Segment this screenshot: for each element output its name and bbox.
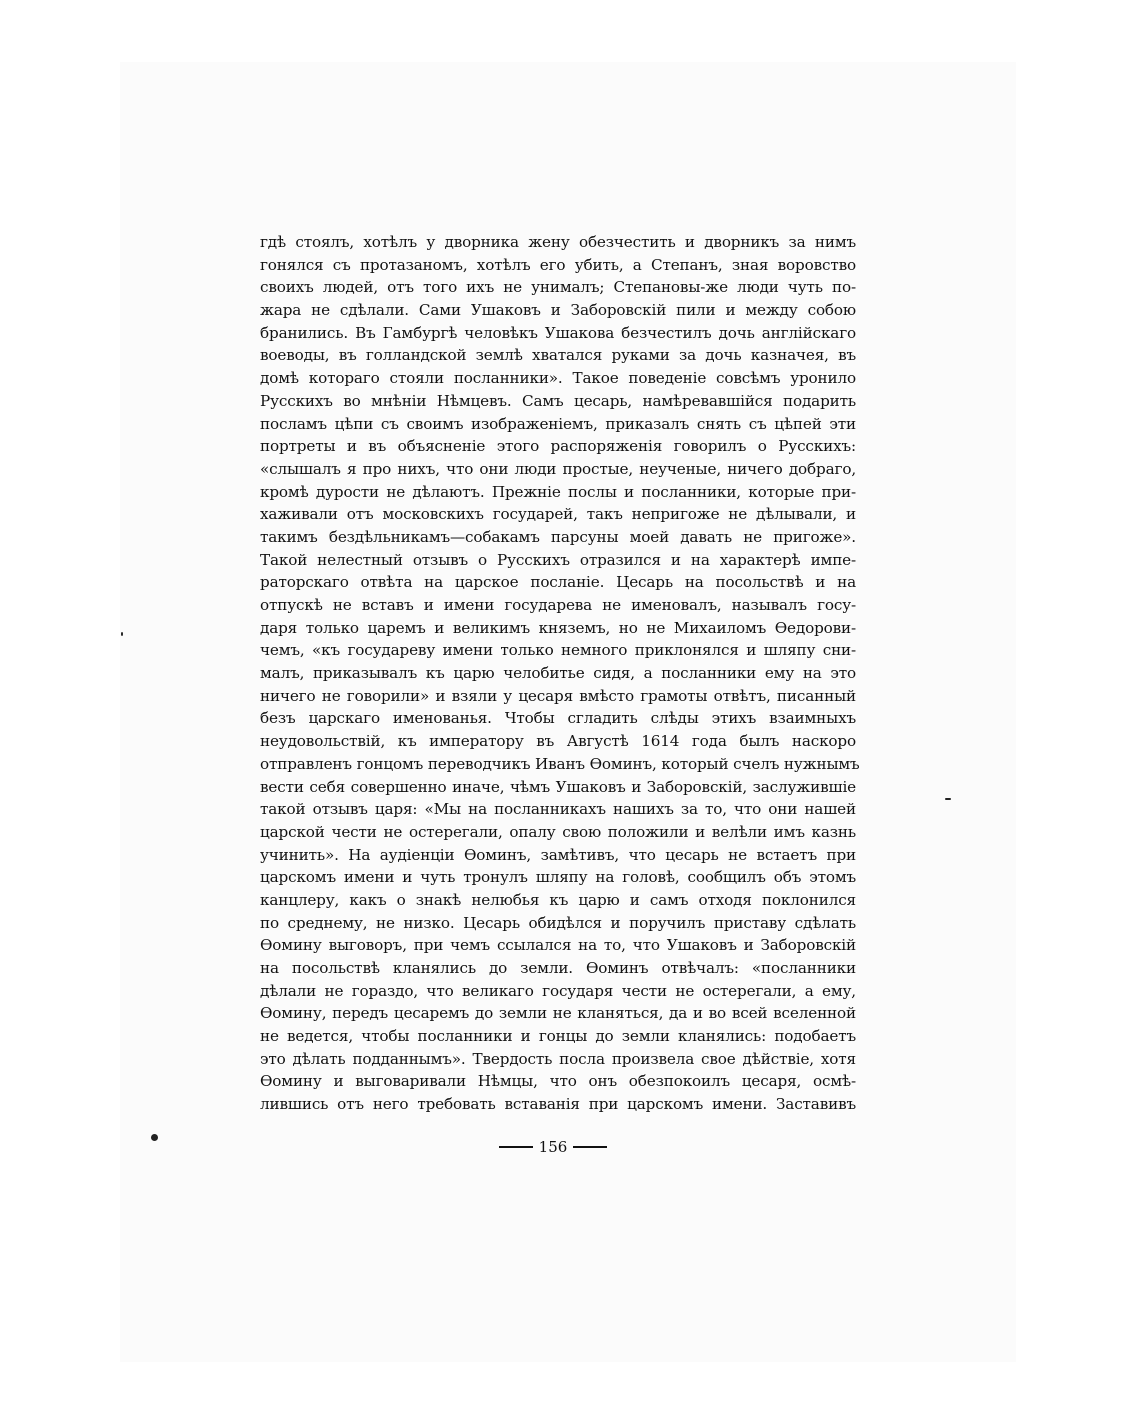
text-line: отпускѣ не вставъ и имени государева не именовалъ, называлъ госу- bbox=[260, 596, 856, 614]
page-number bbox=[493, 1136, 613, 1158]
text-line: своихъ людей, отъ того ихъ не унималъ; Степановы-же люди чуть по- bbox=[260, 278, 856, 297]
scan-speck bbox=[121, 632, 123, 636]
scan-speck bbox=[151, 1134, 158, 1141]
text-line: это дѣлать подданнымъ». Твердость посла произвела свое дѣйствіе, хотя bbox=[260, 1049, 856, 1068]
text-line: гдѣ стоялъ, хотѣлъ у дворника жену обезчестить и дворникъ за нимъ bbox=[260, 233, 856, 251]
text-line: дѣлали не гораздо, что великаго государя чести не остерегали, а ему, bbox=[260, 981, 856, 1000]
text-line: воеводы, въ голландской землѣ хватался руками за дочь казначея, въ bbox=[260, 346, 856, 365]
text-line: домѣ котораго стояли посланники». Такое поведеніе совсѣмъ уронило bbox=[260, 369, 856, 388]
text-line: Такой нелестный отзывъ о Русскихъ отразился и на характерѣ импе- bbox=[260, 550, 856, 569]
text-line: вести себя совершенно иначе, чѣмъ Ушаковъ и Заборовскій, заслужившіе bbox=[260, 777, 856, 796]
text-line: такимъ бездѣльникамъ—собакамъ парсуны моей давать не пригоже». bbox=[260, 527, 856, 546]
text-line: не ведется, чтобы посланники и гонцы до земли кланялись: подобаетъ bbox=[260, 1027, 856, 1046]
text-line: учинить». На аудіенціи Ѳоминъ, замѣтивъ, что цесарь не встаетъ при bbox=[260, 845, 856, 864]
text-line: гонялся съ протазаномъ, хотѣлъ его убить, а Степанъ, зная воровство bbox=[260, 255, 856, 274]
text-line: бранились. Въ Гамбургѣ человѣкъ Ушакова безчестилъ дочь англійскаго bbox=[260, 323, 856, 342]
page-number-value: 156 bbox=[538, 1138, 568, 1156]
text-line: неудовольствій, къ императору въ Августѣ 1614 года былъ наскоро bbox=[260, 732, 856, 751]
text-line: по среднему, не низко. Цесарь обидѣлся и поручилъ приставу сдѣлать bbox=[260, 913, 856, 932]
text-line: Ѳомину, передъ цесаремъ до земли не кланяться, да и во всей вселенной bbox=[260, 1004, 856, 1023]
text-line: раторскаго отвѣта на царское посланіе. Цесарь на посольствѣ и на bbox=[260, 573, 856, 592]
text-line: посламъ цѣпи съ своимъ изображеніемъ, приказалъ снять съ цѣпей эти bbox=[260, 414, 856, 433]
text-line: чемъ, «къ государеву имени только немного приклонялся и шляпу сни- bbox=[260, 641, 856, 660]
text-line: хаживали отъ московскихъ государей, такъ непригоже не дѣлывали, и bbox=[260, 505, 856, 524]
text-line: на посольствѣ кланялись до земли. Ѳоминъ отвѣчалъ: «посланники bbox=[260, 959, 856, 977]
folio-dash-right bbox=[573, 1146, 607, 1148]
text-line: даря только царемъ и великимъ княземъ, но не Михаиломъ Ѳедорови- bbox=[260, 618, 856, 637]
scan-speck bbox=[945, 798, 951, 800]
text-line: малъ, приказывалъ къ царю челобитье сидя, а посланники ему на это bbox=[260, 664, 856, 683]
text-line: Ѳомину выговоръ, при чемъ ссылался на то, что Ушаковъ и Заборовскій bbox=[260, 936, 856, 955]
text-line: кромѣ дурости не дѣлаютъ. Прежніе послы и посланники, которые при- bbox=[260, 482, 856, 501]
text-line: портреты и въ объясненіе этого распоряженія говорилъ о Русскихъ: bbox=[260, 437, 856, 456]
text-line: жара не сдѣлали. Сами Ушаковъ и Заборовскій пили и между собою bbox=[260, 301, 856, 320]
text-line: отправленъ гонцомъ переводчикъ Иванъ Ѳоминъ, который счелъ нужнымъ bbox=[260, 754, 860, 773]
text-line: лившись отъ него требовать вставанія при царскомъ имени. Заставивъ bbox=[260, 1095, 856, 1114]
text-line: канцлеру, какъ о знакѣ нелюбья къ царю и самъ отходя поклонился bbox=[260, 890, 856, 909]
text-line: безъ царскаго именованья. Чтобы сгладить слѣды этихъ взаимныхъ bbox=[260, 709, 856, 728]
body-text bbox=[260, 231, 860, 1116]
text-line: Ѳомину и выговаривали Нѣмцы, что онъ обезпокоилъ цесаря, осмѣ- bbox=[260, 1072, 856, 1091]
text-line: Русскихъ во мнѣніи Нѣмцевъ. Самъ цесарь, намѣревавшійся подарить bbox=[260, 391, 856, 410]
text-line: «слышалъ я про нихъ, что они люди простые, неученые, ничего добраго, bbox=[260, 459, 856, 478]
text-line: царскомъ имени и чуть тронулъ шляпу на головѣ, сообщилъ объ этомъ bbox=[260, 868, 856, 887]
text-line: царской чести не остерегали, опалу свою положили и велѣли имъ казнь bbox=[260, 822, 856, 841]
text-line: ничего не говорили» и взяли у цесаря вмѣсто грамоты отвѣтъ, писанный bbox=[260, 686, 856, 705]
text-line: такой отзывъ царя: «Мы на посланникахъ нашихъ за то, что они нашей bbox=[260, 800, 856, 819]
folio-dash-left bbox=[499, 1146, 533, 1148]
